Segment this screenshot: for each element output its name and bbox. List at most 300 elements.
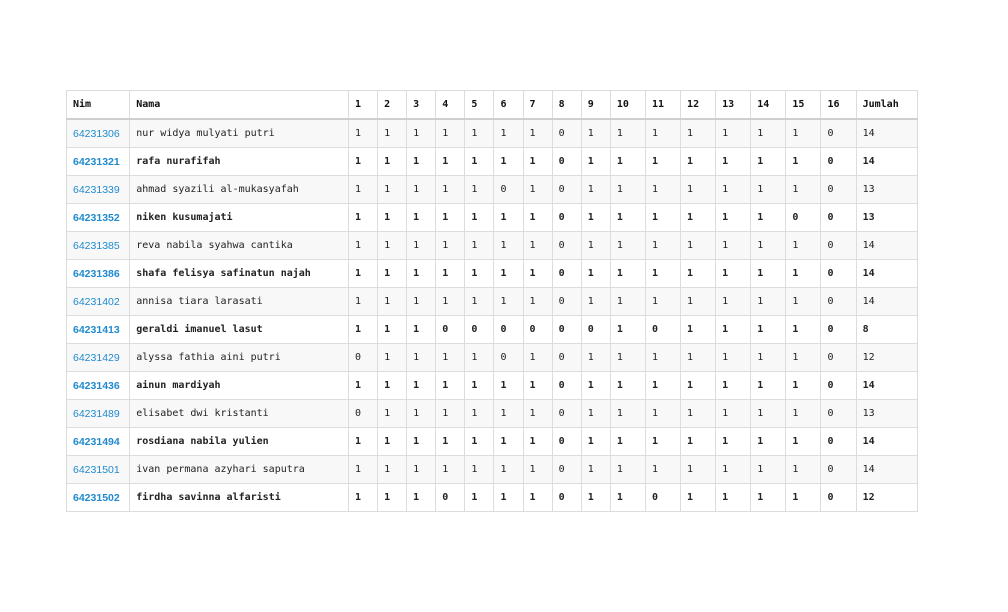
- nama-cell: elisabet dwi kristanti: [130, 400, 349, 428]
- score-cell-4: 1: [436, 428, 465, 456]
- table-row: [67, 119, 918, 148]
- nama-cell: shafa felisya safinatun najah: [130, 260, 349, 288]
- jumlah-cell: 13: [856, 400, 917, 428]
- score-cell-10: 1: [610, 204, 645, 232]
- score-cell-16: 0: [821, 400, 856, 428]
- score-cell-7: 1: [523, 372, 552, 400]
- score-cell-10: 1: [610, 288, 645, 316]
- score-cell-2: 1: [378, 119, 407, 148]
- score-cell-2: 1: [378, 344, 407, 372]
- nim-link[interactable]: 64231494: [73, 435, 120, 448]
- score-cell-2: 1: [378, 316, 407, 344]
- jumlah-cell: 14: [856, 260, 917, 288]
- score-cell-10: 1: [610, 484, 645, 512]
- score-cell-9: 1: [581, 204, 610, 232]
- table-row: [67, 232, 918, 260]
- score-cell-12: 1: [681, 148, 716, 176]
- jumlah-cell: 14: [856, 288, 917, 316]
- score-cell-8: 0: [552, 232, 581, 260]
- score-cell-9: 1: [581, 484, 610, 512]
- score-cell-7: 1: [523, 204, 552, 232]
- score-cell-6: 1: [494, 400, 523, 428]
- score-cell-12: 1: [681, 316, 716, 344]
- score-cell-11: 1: [645, 288, 680, 316]
- score-cell-7: 1: [523, 400, 552, 428]
- nama-cell: geraldi imanuel lasut: [130, 316, 349, 344]
- score-cell-11: 1: [645, 372, 680, 400]
- nim-link[interactable]: 64231385: [73, 239, 120, 252]
- score-cell-10: 1: [610, 456, 645, 484]
- score-cell-10: 1: [610, 316, 645, 344]
- score-cell-10: 1: [610, 148, 645, 176]
- score-cell-13: 1: [716, 119, 751, 148]
- score-cell-9: 1: [581, 344, 610, 372]
- score-cell-14: 1: [751, 484, 786, 512]
- jumlah-cell: 14: [856, 456, 917, 484]
- column-header-8: 8: [552, 91, 581, 120]
- score-cell-14: 1: [751, 400, 786, 428]
- score-cell-3: 1: [407, 372, 436, 400]
- table-row: [67, 428, 918, 456]
- column-header-15: 15: [786, 91, 821, 120]
- score-cell-9: 1: [581, 260, 610, 288]
- score-cell-1: 1: [348, 372, 377, 400]
- score-cell-1: 0: [348, 344, 377, 372]
- nama-cell: nur widya mulyati putri: [130, 119, 349, 148]
- score-cell-6: 0: [494, 344, 523, 372]
- nama-cell: niken kusumajati: [130, 204, 349, 232]
- nim-link[interactable]: 64231306: [73, 127, 120, 140]
- score-cell-11: 1: [645, 176, 680, 204]
- score-cell-13: 1: [716, 372, 751, 400]
- score-cell-7: 1: [523, 484, 552, 512]
- score-cell-10: 1: [610, 344, 645, 372]
- score-cell-14: 1: [751, 372, 786, 400]
- score-cell-3: 1: [407, 316, 436, 344]
- table-row: [67, 148, 918, 176]
- column-header-10: 10: [610, 91, 645, 120]
- score-cell-1: 1: [348, 456, 377, 484]
- table-header: [67, 91, 918, 120]
- table-row: [67, 288, 918, 316]
- score-cell-13: 1: [716, 484, 751, 512]
- score-cell-4: 1: [436, 119, 465, 148]
- score-cell-3: 1: [407, 428, 436, 456]
- score-cell-1: 1: [348, 119, 377, 148]
- score-cell-16: 0: [821, 176, 856, 204]
- score-cell-5: 1: [465, 260, 494, 288]
- score-cell-4: 1: [436, 232, 465, 260]
- score-cell-14: 1: [751, 428, 786, 456]
- nama-cell: alyssa fathia aini putri: [130, 344, 349, 372]
- score-cell-4: 1: [436, 288, 465, 316]
- score-cell-2: 1: [378, 288, 407, 316]
- score-cell-3: 1: [407, 288, 436, 316]
- score-cell-10: 1: [610, 232, 645, 260]
- score-cell-7: 0: [523, 316, 552, 344]
- score-cell-12: 1: [681, 260, 716, 288]
- score-cell-9: 1: [581, 428, 610, 456]
- column-header-11: 11: [645, 91, 680, 120]
- score-cell-12: 1: [681, 344, 716, 372]
- score-cell-10: 1: [610, 176, 645, 204]
- score-cell-5: 1: [465, 428, 494, 456]
- nim-link[interactable]: 64231352: [73, 211, 120, 224]
- score-cell-13: 1: [716, 316, 751, 344]
- score-cell-7: 1: [523, 288, 552, 316]
- nim-cell: [67, 344, 130, 372]
- nim-cell: [67, 260, 130, 288]
- nama-cell: ivan permana azyhari saputra: [130, 456, 349, 484]
- nim-link[interactable]: 64231339: [73, 183, 120, 196]
- score-cell-13: 1: [716, 204, 751, 232]
- score-cell-16: 0: [821, 484, 856, 512]
- score-cell-5: 1: [465, 484, 494, 512]
- score-cell-8: 0: [552, 344, 581, 372]
- jumlah-cell: 14: [856, 232, 917, 260]
- column-header-7: 7: [523, 91, 552, 120]
- jumlah-cell: 12: [856, 344, 917, 372]
- score-cell-1: 0: [348, 400, 377, 428]
- score-cell-11: 1: [645, 204, 680, 232]
- score-cell-4: 1: [436, 372, 465, 400]
- score-cell-6: 1: [494, 456, 523, 484]
- score-cell-1: 1: [348, 260, 377, 288]
- score-cell-5: 1: [465, 232, 494, 260]
- score-cell-4: 0: [436, 316, 465, 344]
- score-cell-9: 1: [581, 456, 610, 484]
- nim-cell: [67, 176, 130, 204]
- nim-cell: [67, 428, 130, 456]
- score-cell-5: 1: [465, 344, 494, 372]
- score-cell-2: 1: [378, 484, 407, 512]
- score-cell-4: 1: [436, 400, 465, 428]
- score-cell-2: 1: [378, 372, 407, 400]
- nim-cell: [67, 204, 130, 232]
- score-cell-5: 1: [465, 176, 494, 204]
- score-cell-5: 0: [465, 316, 494, 344]
- column-header-1: 1: [348, 91, 377, 120]
- score-cell-13: 1: [716, 344, 751, 372]
- nim-cell: [67, 148, 130, 176]
- score-cell-11: 1: [645, 119, 680, 148]
- score-cell-8: 0: [552, 400, 581, 428]
- score-cell-9: 1: [581, 176, 610, 204]
- score-cell-3: 1: [407, 400, 436, 428]
- score-cell-16: 0: [821, 288, 856, 316]
- table-row: [67, 344, 918, 372]
- jumlah-cell: 12: [856, 484, 917, 512]
- table-row: [67, 456, 918, 484]
- score-cell-2: 1: [378, 232, 407, 260]
- score-cell-6: 0: [494, 176, 523, 204]
- score-cell-8: 0: [552, 372, 581, 400]
- score-cell-13: 1: [716, 400, 751, 428]
- nama-cell: ainun mardiyah: [130, 372, 349, 400]
- column-header-5: 5: [465, 91, 494, 120]
- score-cell-12: 1: [681, 428, 716, 456]
- score-cell-8: 0: [552, 428, 581, 456]
- jumlah-cell: 13: [856, 176, 917, 204]
- score-cell-15: 1: [786, 456, 821, 484]
- column-header-12: 12: [681, 91, 716, 120]
- table-row: [67, 204, 918, 232]
- score-cell-13: 1: [716, 288, 751, 316]
- score-cell-8: 0: [552, 148, 581, 176]
- score-cell-4: 0: [436, 484, 465, 512]
- score-cell-12: 1: [681, 400, 716, 428]
- score-cell-4: 1: [436, 344, 465, 372]
- score-cell-1: 1: [348, 288, 377, 316]
- score-cell-11: 1: [645, 428, 680, 456]
- column-header-4: 4: [436, 91, 465, 120]
- score-cell-11: 1: [645, 148, 680, 176]
- jumlah-cell: 13: [856, 204, 917, 232]
- score-cell-16: 0: [821, 119, 856, 148]
- score-cell-11: 0: [645, 316, 680, 344]
- column-header-jumlah: Jumlah: [856, 91, 917, 120]
- attendance-table: [66, 90, 918, 512]
- score-cell-12: 1: [681, 119, 716, 148]
- nim-cell: [67, 119, 130, 148]
- score-cell-3: 1: [407, 456, 436, 484]
- score-cell-7: 1: [523, 344, 552, 372]
- score-cell-6: 1: [494, 288, 523, 316]
- score-cell-14: 1: [751, 288, 786, 316]
- nim-cell: [67, 372, 130, 400]
- header-row: [67, 91, 918, 120]
- score-cell-2: 1: [378, 148, 407, 176]
- score-cell-9: 1: [581, 148, 610, 176]
- score-cell-6: 0: [494, 316, 523, 344]
- score-cell-12: 1: [681, 288, 716, 316]
- nama-cell: annisa tiara larasati: [130, 288, 349, 316]
- score-cell-1: 1: [348, 176, 377, 204]
- score-cell-14: 1: [751, 148, 786, 176]
- score-cell-11: 1: [645, 400, 680, 428]
- score-cell-3: 1: [407, 260, 436, 288]
- score-cell-5: 1: [465, 288, 494, 316]
- score-cell-2: 1: [378, 204, 407, 232]
- score-cell-6: 1: [494, 260, 523, 288]
- score-cell-7: 1: [523, 260, 552, 288]
- nim-link[interactable]: 64231413: [73, 323, 120, 336]
- score-cell-4: 1: [436, 456, 465, 484]
- score-cell-15: 1: [786, 288, 821, 316]
- score-cell-2: 1: [378, 176, 407, 204]
- column-header-2: 2: [378, 91, 407, 120]
- score-cell-16: 0: [821, 428, 856, 456]
- score-cell-14: 1: [751, 119, 786, 148]
- score-cell-15: 1: [786, 232, 821, 260]
- column-header-13: 13: [716, 91, 751, 120]
- score-cell-16: 0: [821, 344, 856, 372]
- score-cell-11: 1: [645, 456, 680, 484]
- score-cell-15: 1: [786, 428, 821, 456]
- nim-link[interactable]: 64231402: [73, 295, 120, 308]
- score-cell-11: 1: [645, 344, 680, 372]
- score-cell-4: 1: [436, 148, 465, 176]
- score-cell-12: 1: [681, 372, 716, 400]
- column-header-nim: Nim: [67, 91, 130, 120]
- nama-cell: ahmad syazili al-mukasyafah: [130, 176, 349, 204]
- score-cell-10: 1: [610, 400, 645, 428]
- score-cell-14: 1: [751, 204, 786, 232]
- score-cell-5: 1: [465, 372, 494, 400]
- score-cell-8: 0: [552, 119, 581, 148]
- score-cell-3: 1: [407, 484, 436, 512]
- jumlah-cell: 14: [856, 148, 917, 176]
- nim-cell: [67, 232, 130, 260]
- score-cell-9: 1: [581, 288, 610, 316]
- score-cell-15: 1: [786, 372, 821, 400]
- score-cell-12: 1: [681, 232, 716, 260]
- score-cell-5: 1: [465, 119, 494, 148]
- column-header-nama: Nama: [130, 91, 349, 120]
- column-header-3: 3: [407, 91, 436, 120]
- score-cell-16: 0: [821, 372, 856, 400]
- score-cell-1: 1: [348, 484, 377, 512]
- nim-link[interactable]: 64231321: [73, 155, 120, 168]
- score-cell-5: 1: [465, 148, 494, 176]
- score-cell-7: 1: [523, 148, 552, 176]
- column-header-14: 14: [751, 91, 786, 120]
- score-cell-10: 1: [610, 260, 645, 288]
- score-cell-8: 0: [552, 204, 581, 232]
- score-cell-15: 1: [786, 316, 821, 344]
- score-cell-5: 1: [465, 400, 494, 428]
- score-cell-11: 0: [645, 484, 680, 512]
- table-body: [67, 119, 918, 512]
- jumlah-cell: 14: [856, 428, 917, 456]
- score-cell-8: 0: [552, 288, 581, 316]
- score-cell-5: 1: [465, 456, 494, 484]
- score-cell-2: 1: [378, 400, 407, 428]
- score-cell-13: 1: [716, 456, 751, 484]
- table-row: [67, 316, 918, 344]
- score-cell-7: 1: [523, 176, 552, 204]
- score-cell-8: 0: [552, 260, 581, 288]
- score-cell-13: 1: [716, 176, 751, 204]
- nim-cell: [67, 288, 130, 316]
- score-cell-1: 1: [348, 148, 377, 176]
- score-cell-3: 1: [407, 176, 436, 204]
- score-cell-15: 1: [786, 484, 821, 512]
- score-cell-4: 1: [436, 204, 465, 232]
- jumlah-cell: 14: [856, 119, 917, 148]
- score-cell-16: 0: [821, 456, 856, 484]
- score-cell-10: 1: [610, 372, 645, 400]
- nim-cell: [67, 400, 130, 428]
- score-cell-8: 0: [552, 176, 581, 204]
- score-cell-16: 0: [821, 316, 856, 344]
- score-cell-14: 1: [751, 260, 786, 288]
- score-cell-16: 0: [821, 260, 856, 288]
- score-cell-14: 1: [751, 176, 786, 204]
- table-row: [67, 176, 918, 204]
- score-cell-6: 1: [494, 204, 523, 232]
- score-cell-15: 1: [786, 119, 821, 148]
- score-cell-3: 1: [407, 148, 436, 176]
- score-cell-1: 1: [348, 204, 377, 232]
- score-cell-14: 1: [751, 316, 786, 344]
- score-cell-10: 1: [610, 119, 645, 148]
- score-cell-9: 1: [581, 372, 610, 400]
- nim-link[interactable]: 64231502: [73, 491, 120, 504]
- score-cell-13: 1: [716, 260, 751, 288]
- table-row: [67, 260, 918, 288]
- score-cell-6: 1: [494, 119, 523, 148]
- nim-cell: [67, 316, 130, 344]
- score-cell-6: 1: [494, 484, 523, 512]
- score-cell-16: 0: [821, 204, 856, 232]
- score-cell-15: 0: [786, 204, 821, 232]
- score-cell-16: 0: [821, 148, 856, 176]
- score-cell-8: 0: [552, 316, 581, 344]
- table-row: [67, 484, 918, 512]
- nim-link[interactable]: 64231489: [73, 407, 120, 420]
- nim-link[interactable]: 64231429: [73, 351, 120, 364]
- score-cell-15: 1: [786, 400, 821, 428]
- score-cell-15: 1: [786, 344, 821, 372]
- score-cell-13: 1: [716, 428, 751, 456]
- nama-cell: rafa nurafifah: [130, 148, 349, 176]
- column-header-6: 6: [494, 91, 523, 120]
- score-cell-11: 1: [645, 260, 680, 288]
- nim-link[interactable]: 64231436: [73, 379, 120, 392]
- score-cell-9: 1: [581, 232, 610, 260]
- score-cell-5: 1: [465, 204, 494, 232]
- score-cell-12: 1: [681, 456, 716, 484]
- score-cell-6: 1: [494, 372, 523, 400]
- score-cell-13: 1: [716, 232, 751, 260]
- nim-link[interactable]: 64231386: [73, 267, 120, 280]
- score-cell-15: 1: [786, 176, 821, 204]
- column-header-9: 9: [581, 91, 610, 120]
- nim-cell: [67, 456, 130, 484]
- score-cell-1: 1: [348, 428, 377, 456]
- jumlah-cell: 8: [856, 316, 917, 344]
- attendance-table-container: [66, 90, 918, 512]
- score-cell-8: 0: [552, 456, 581, 484]
- score-cell-3: 1: [407, 344, 436, 372]
- score-cell-3: 1: [407, 119, 436, 148]
- score-cell-8: 0: [552, 484, 581, 512]
- score-cell-13: 1: [716, 148, 751, 176]
- table-row: [67, 400, 918, 428]
- score-cell-11: 1: [645, 232, 680, 260]
- score-cell-2: 1: [378, 428, 407, 456]
- score-cell-7: 1: [523, 232, 552, 260]
- score-cell-7: 1: [523, 456, 552, 484]
- score-cell-4: 1: [436, 176, 465, 204]
- score-cell-1: 1: [348, 316, 377, 344]
- score-cell-3: 1: [407, 204, 436, 232]
- score-cell-7: 1: [523, 119, 552, 148]
- score-cell-7: 1: [523, 428, 552, 456]
- score-cell-6: 1: [494, 232, 523, 260]
- jumlah-cell: 14: [856, 372, 917, 400]
- score-cell-16: 0: [821, 232, 856, 260]
- score-cell-12: 1: [681, 484, 716, 512]
- score-cell-9: 0: [581, 316, 610, 344]
- table-row: [67, 372, 918, 400]
- score-cell-15: 1: [786, 260, 821, 288]
- score-cell-2: 1: [378, 456, 407, 484]
- nim-link[interactable]: 64231501: [73, 463, 120, 476]
- score-cell-1: 1: [348, 232, 377, 260]
- nama-cell: rosdiana nabila yulien: [130, 428, 349, 456]
